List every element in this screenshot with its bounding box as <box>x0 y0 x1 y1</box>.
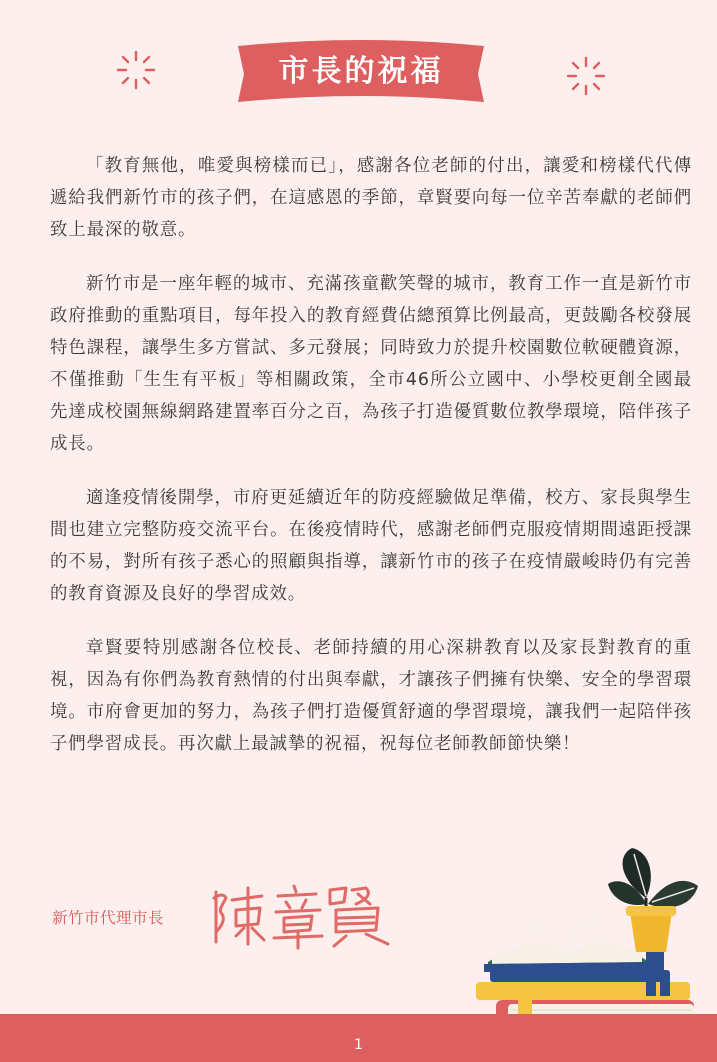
page-title: 市長的祝福 <box>278 54 444 89</box>
paragraph-2: 新竹市是一座年輕的城市、充滿孩童歡笑聲的城市，教育工作一直是新竹市政府推動的重點項目，每年投入的教育經費佔總預算比例最高，更鼓勵各校發展特色課程，讓學生多方嘗試、多元發展；同時致力於提升校園數位軟硬體資源，不僅推動「生生有平板」等相關政策，全市46所公立國中、小學校更創全國最先達成校園無線網路建置率百分之百，為孩子打造優質數位教學環境，陪伴孩子成長。 <box>50 274 692 454</box>
letter-body <box>50 150 692 782</box>
sparkle-right-icon <box>564 54 608 98</box>
signature-title: 新竹市代理市長 <box>52 909 165 927</box>
paragraph-4: 章賢要特別感謝各位校長、老師持續的用心深耕教育以及家長對教育的重視，因為有你們為教育熱情的付出與奉獻，才讓孩子們擁有快樂、安全的學習環境。市府會更加的努力，為孩子們打造優質舒適的學習環境，讓我們一起陪伴孩子們學習成長。再次獻上最誠摯的祝福，祝每位老師教師節快樂！ <box>50 638 692 754</box>
paragraph-1: 「教育無他，唯愛與榜樣而已」，感謝各位老師的付出，讓愛和榜樣代代傳遞給我們新竹市的孩子們，在這感恩的季節，章賢要向每一位辛苦奉獻的老師們致上最深的敬意。 <box>50 156 692 240</box>
page-number: 1 <box>354 1037 363 1053</box>
sparkle-left-icon <box>114 48 158 92</box>
plant-icon <box>608 848 698 910</box>
paragraph-3: 適逢疫情後開學，市府更延續近年的防疫經驗做足準備，校方、家長與學生間也建立完整防疫交流平台。在後疫情時代，感謝老師們克服疫情期間遠距授課的不易，對所有孩子悉心的照顧與指導，讓新竹市的孩子在疫情嚴峻時仍有完善的教育資源及良好的學習成效。 <box>50 488 692 604</box>
handwritten-signature <box>206 880 396 950</box>
